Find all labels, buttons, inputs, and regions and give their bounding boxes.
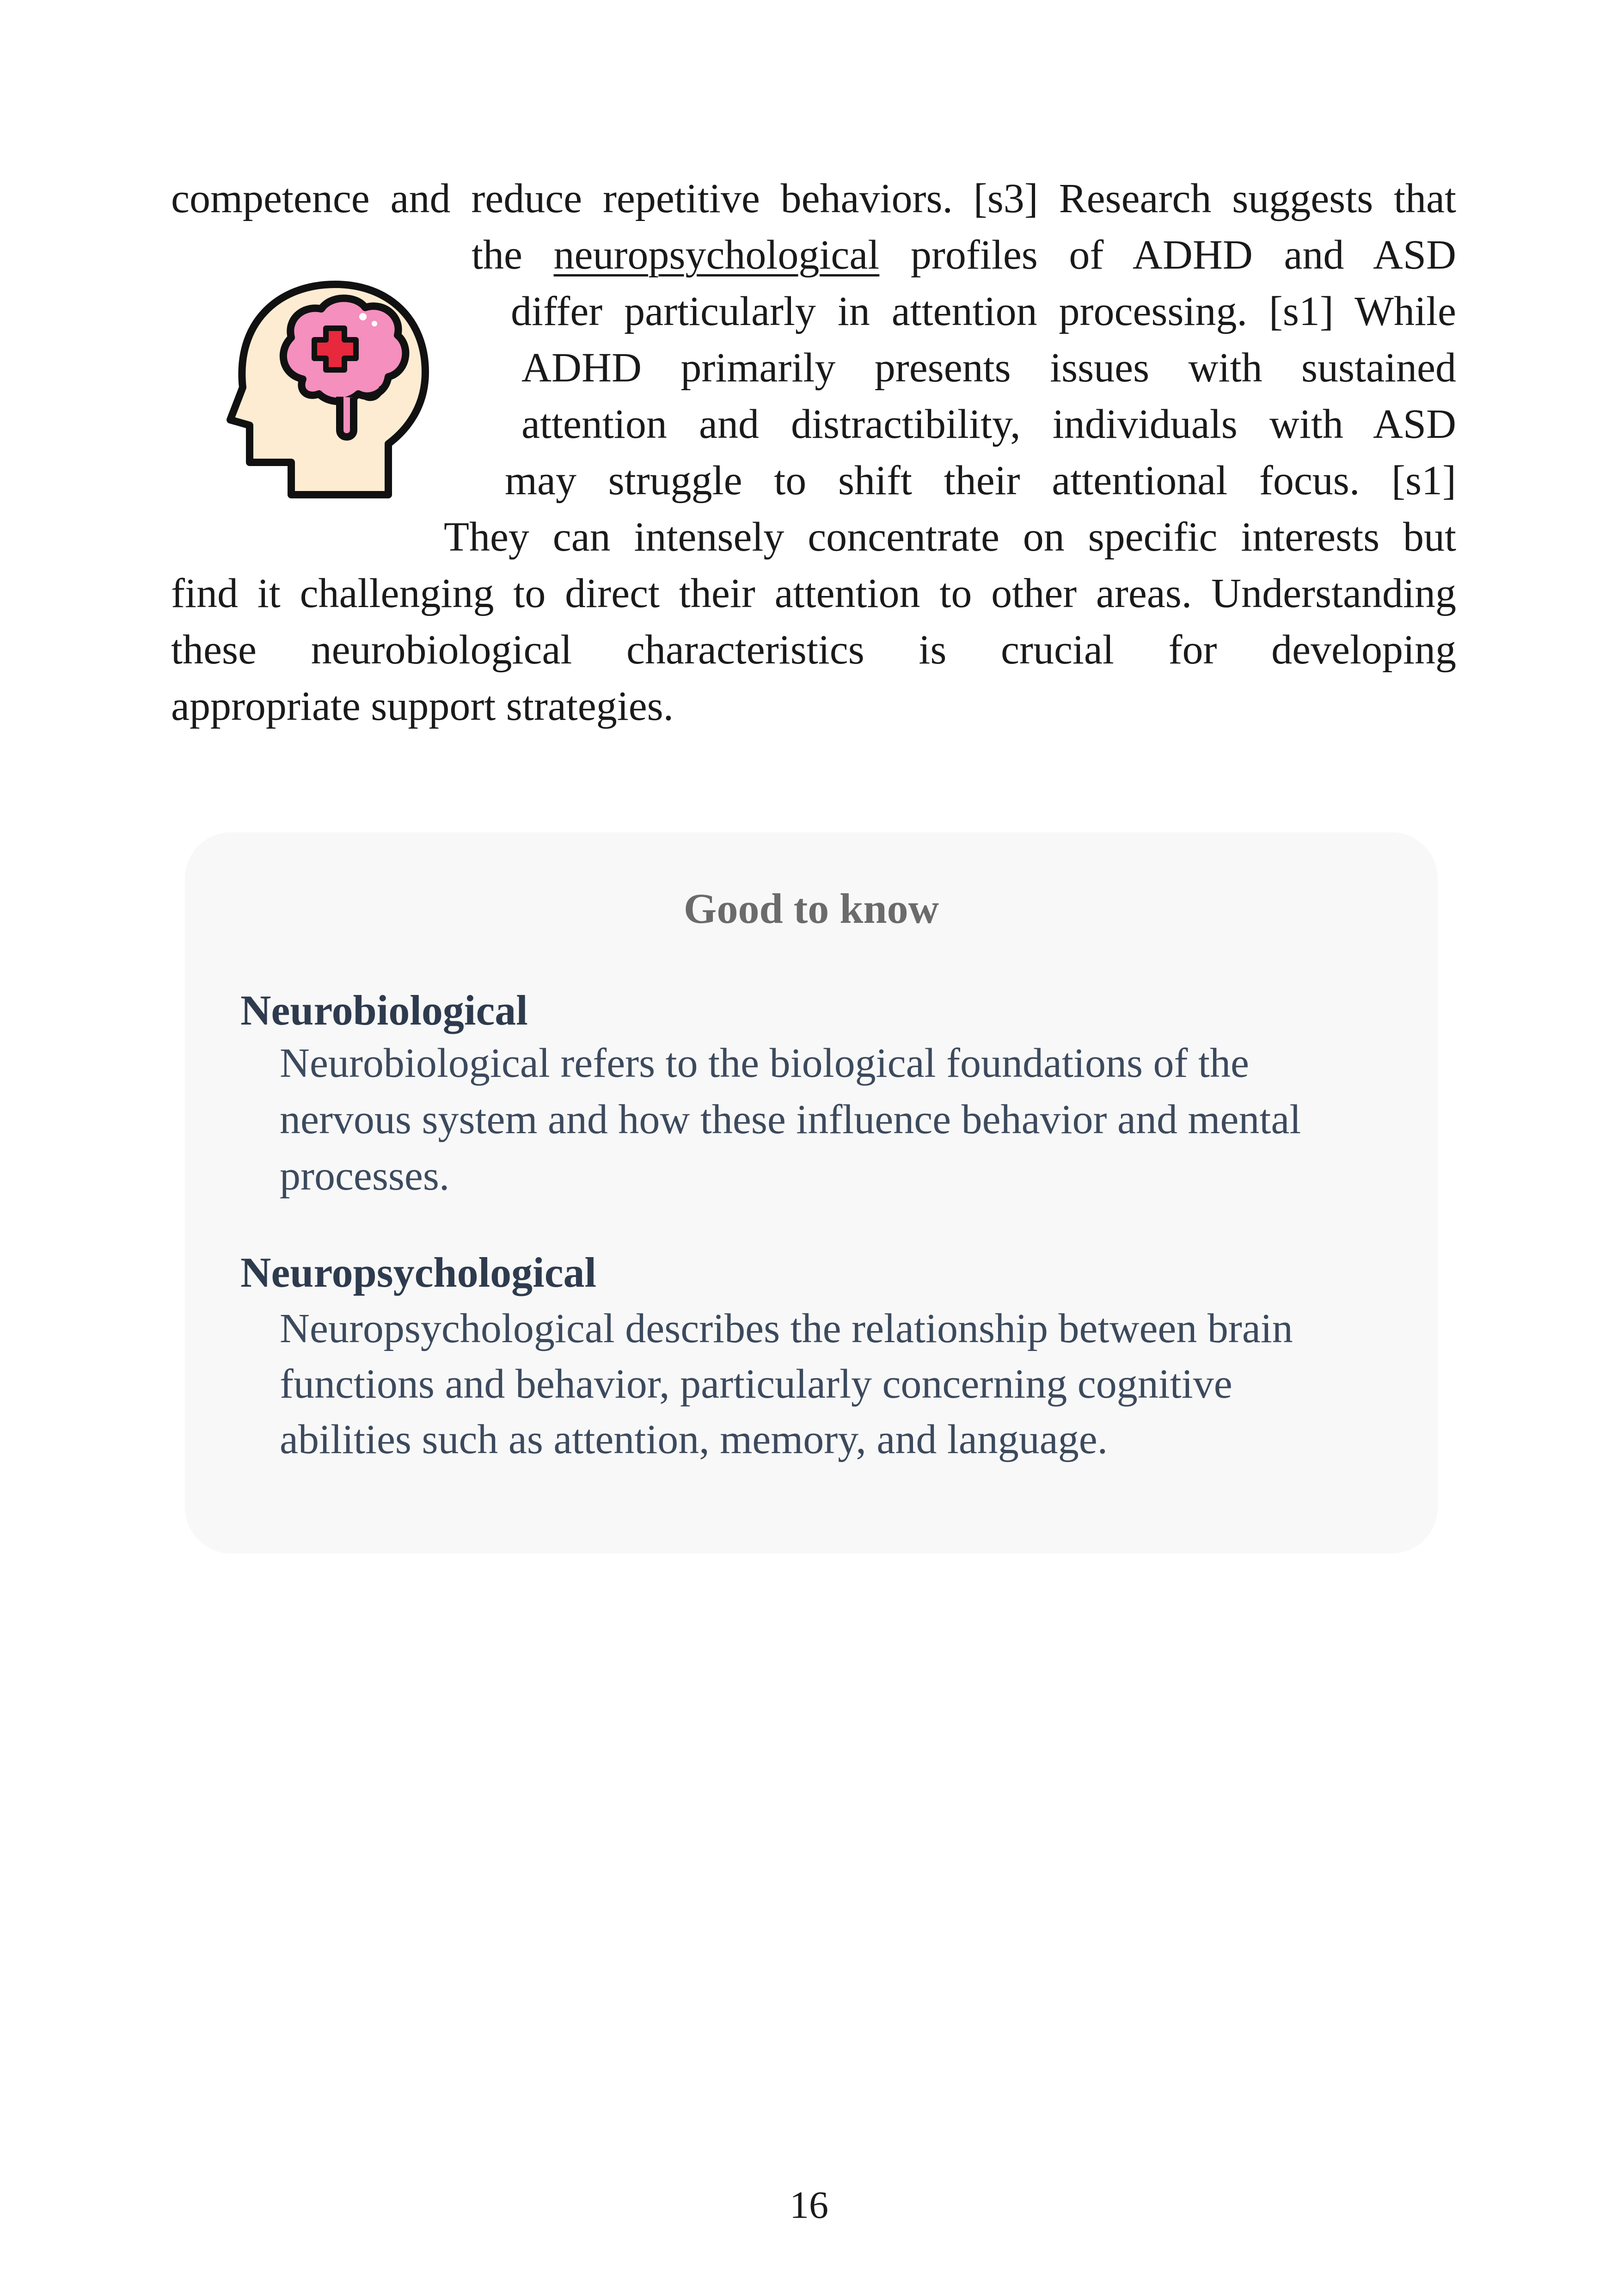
underlined-term: neuropsychological <box>553 232 880 278</box>
glossary-term: Neuropsychological <box>240 1249 597 1296</box>
body-line: may struggle to shift their attentional focus. [s1] <box>505 458 1456 503</box>
body-line-prefix: the <box>472 232 522 278</box>
body-line-suffix: profiles of ADHD and ASD <box>910 232 1457 278</box>
body-line: find it challenging to direct their attention to other areas. Understanding <box>171 571 1456 616</box>
glossary-term: Neurobiological <box>240 987 528 1034</box>
good-to-know-box <box>185 832 1438 1553</box>
good-to-know-title: Good to know <box>683 885 939 932</box>
glossary-definition-line: Neurobiological refers to the biological foundations of the <box>280 1040 1249 1086</box>
body-line: They can intensely concentrate on specific interests but <box>444 514 1456 560</box>
glossary-definition-line: abilities such as attention, memory, and language. <box>280 1417 1108 1462</box>
body-line: ADHD primarily presents issues with sustained <box>521 345 1456 391</box>
glossary-definition-line: Neuropsychological describes the relationship between brain <box>280 1306 1293 1351</box>
body-line: appropriate support strategies. <box>171 683 674 729</box>
glossary-definition-line: processes. <box>280 1153 450 1199</box>
page-number: 16 <box>790 2184 828 2227</box>
brain-head-icon <box>222 273 435 504</box>
body-line: competence and reduce repetitive behaviors. [s3] Research suggests that <box>171 176 1456 221</box>
glossary-definition-line: functions and behavior, particularly concerning cognitive <box>280 1361 1232 1407</box>
body-line: attention and distractibility, individuals with ASD <box>521 401 1456 447</box>
body-line: these neurobiological characteristics is crucial for developing <box>171 627 1456 673</box>
glossary-definition-line: nervous system and how these influence behavior and mental <box>280 1097 1301 1142</box>
body-line <box>472 230 1456 281</box>
body-line: differ particularly in attention processing. [s1] While <box>511 289 1456 334</box>
